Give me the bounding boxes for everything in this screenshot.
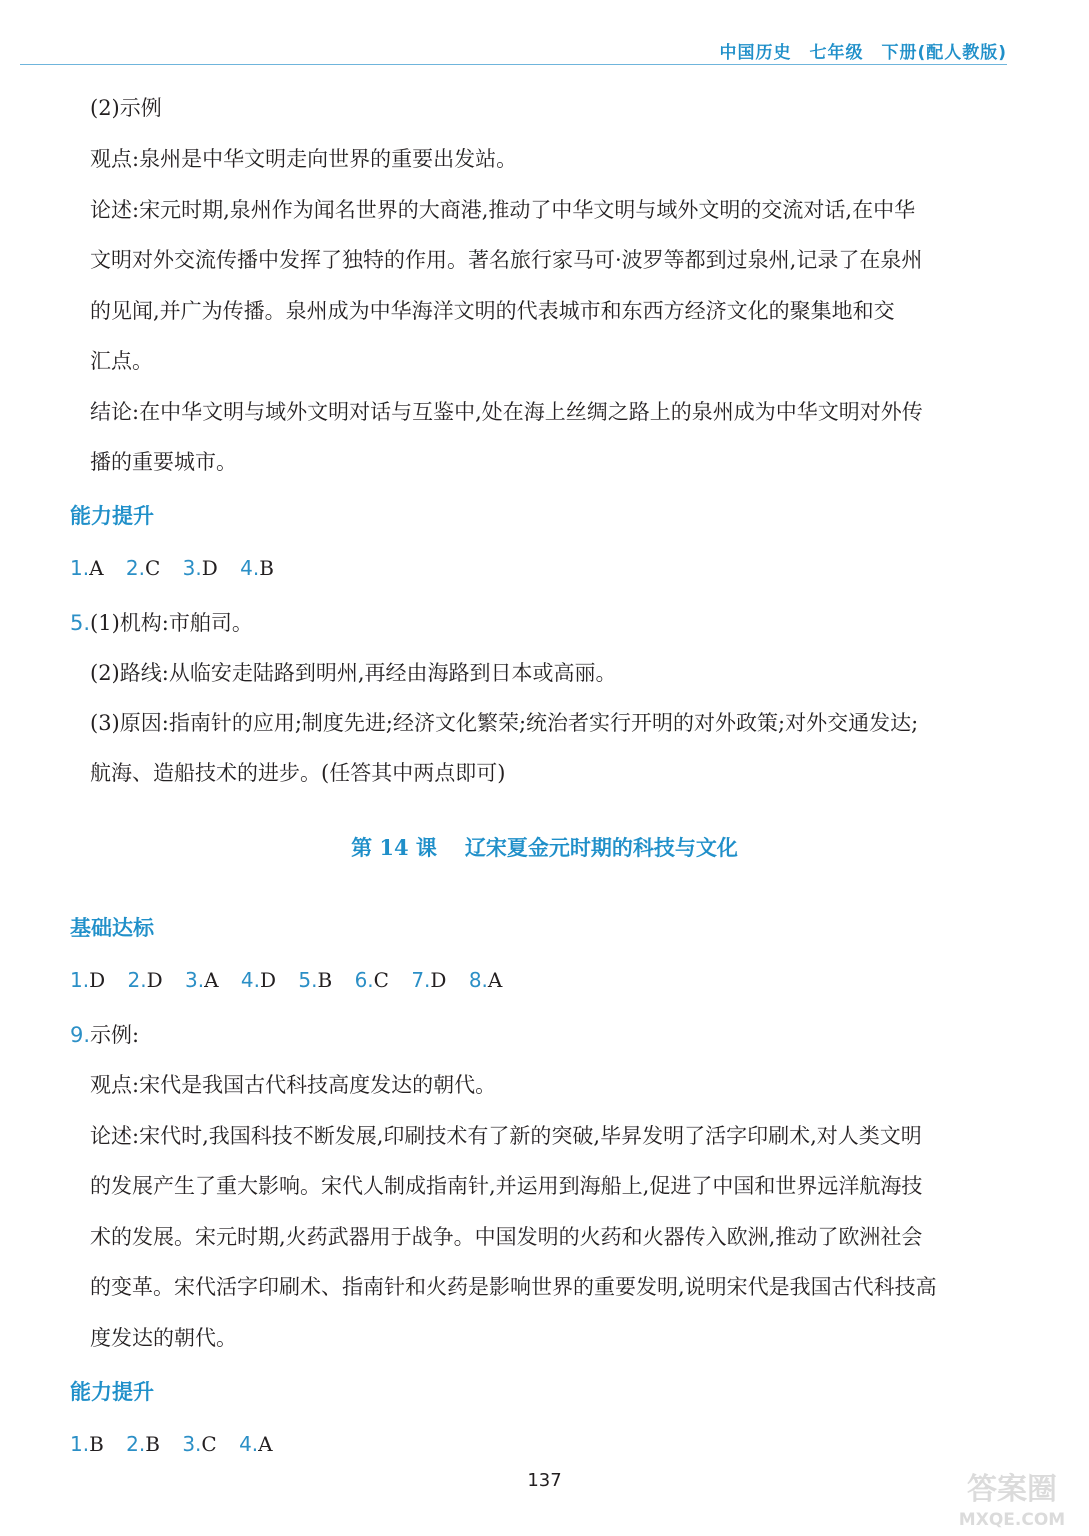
watermark-site: MXQE.COM [958, 1510, 1066, 1530]
answer-item: 8.A [468, 968, 503, 992]
header-volume: 下册(配人教版) [881, 43, 1007, 63]
example-label: (2)示例 [90, 96, 162, 120]
q5-part-3: (3)原因:指南针的应用;制度先进;经济文化繁荣;统治者实行开明的对外政策;对外交通发达; [90, 711, 919, 735]
q9-label: 9.示例: [70, 1023, 140, 1047]
header-subject: 中国历史 [719, 43, 792, 63]
answer-item: 5.B [298, 968, 333, 992]
answer-item: 7.D [411, 968, 447, 992]
answer-item: 4.A [239, 1432, 273, 1456]
answer-item: 2.C [125, 556, 161, 580]
section-title-ability-2: 能力提升 [70, 1380, 154, 1404]
argument-2-line: 度发达的朝代。 [90, 1326, 237, 1350]
watermark-logo [947, 1465, 1077, 1531]
q5-part-2: (2)路线:从临安走陆路到明州,再经由海路到日本或高丽。 [90, 661, 617, 685]
answer-row-2 [70, 968, 518, 992]
viewpoint-2: 观点:宋代是我国古代科技高度发达的朝代。 [90, 1073, 497, 1097]
conclusion-line: 结论:在中华文明与域外文明对话与互鉴中,处在海上丝绸之路上的泉州成为中华文明对外传 [90, 400, 923, 424]
argument-2-line: 术的发展。宋元时期,火药武器用于战争。中国发明的火药和火器传入欧洲,推动了欧洲社会 [90, 1225, 923, 1249]
answer-row-3 [70, 1432, 289, 1456]
answer-item: 3.A [185, 968, 219, 992]
answer-item: 2.D [127, 968, 163, 992]
answer-item: 1.B [70, 1432, 104, 1456]
watermark-text: 答案圈 [967, 1472, 1057, 1507]
running-header [701, 38, 1007, 63]
argument-1-line: 文明对外交流传播中发挥了独特的作用。著名旅行家马可·波罗等都到过泉州,记录了在泉州 [90, 248, 923, 272]
answer-item: 4.D [240, 968, 277, 992]
lesson-number: 第 14 课 [351, 835, 437, 860]
lesson-title: 辽宋夏金元时期的科技与文化 [464, 835, 738, 860]
answer-item: 6.C [354, 968, 389, 992]
argument-2-line: 论述:宋代时,我国科技不断发展,印刷技术有了新的突破,毕昇发明了活字印刷术,对人类文明 [90, 1124, 922, 1148]
argument-1-line: 汇点。 [90, 349, 153, 373]
q5-part-1: 5.(1)机构:市舶司。 [70, 611, 253, 635]
header-divider [20, 64, 1007, 65]
conclusion-line: 播的重要城市。 [90, 450, 237, 474]
header-grade: 七年级 [809, 43, 864, 63]
lesson-heading [0, 832, 1089, 862]
section-title-ability-1: 能力提升 [70, 504, 154, 528]
answer-item: 2.B [126, 1432, 160, 1456]
argument-1-line: 论述:宋元时期,泉州作为闻名世界的大商港,推动了中华文明与域外文明的交流对话,在中华 [90, 198, 916, 222]
q5-part-3-cont: 航海、造船技术的进步。(任答其中两点即可) [90, 761, 506, 785]
argument-2-line: 的变革。宋代活字印刷术、指南针和火药是影响世界的重要发明,说明宋代是我国古代科技高 [90, 1275, 937, 1299]
answer-row-1 [70, 556, 290, 580]
argument-1-line: 的见闻,并广为传播。泉州成为中华海洋文明的代表城市和东西方经济文化的聚集地和交 [90, 299, 895, 323]
answer-item: 1.D [70, 968, 106, 992]
page-number: 137 [527, 1470, 562, 1491]
answer-item: 1.A [70, 556, 104, 580]
answer-item: 3.C [182, 1432, 217, 1456]
answer-item: 3.D [182, 556, 218, 580]
answer-item: 4.B [240, 556, 274, 580]
section-title-basic: 基础达标 [70, 916, 154, 940]
viewpoint-1: 观点:泉州是中华文明走向世界的重要出发站。 [90, 147, 518, 171]
argument-2-line: 的发展产生了重大影响。宋代人制成指南针,并运用到海船上,促进了中国和世界远洋航海技 [90, 1174, 923, 1198]
